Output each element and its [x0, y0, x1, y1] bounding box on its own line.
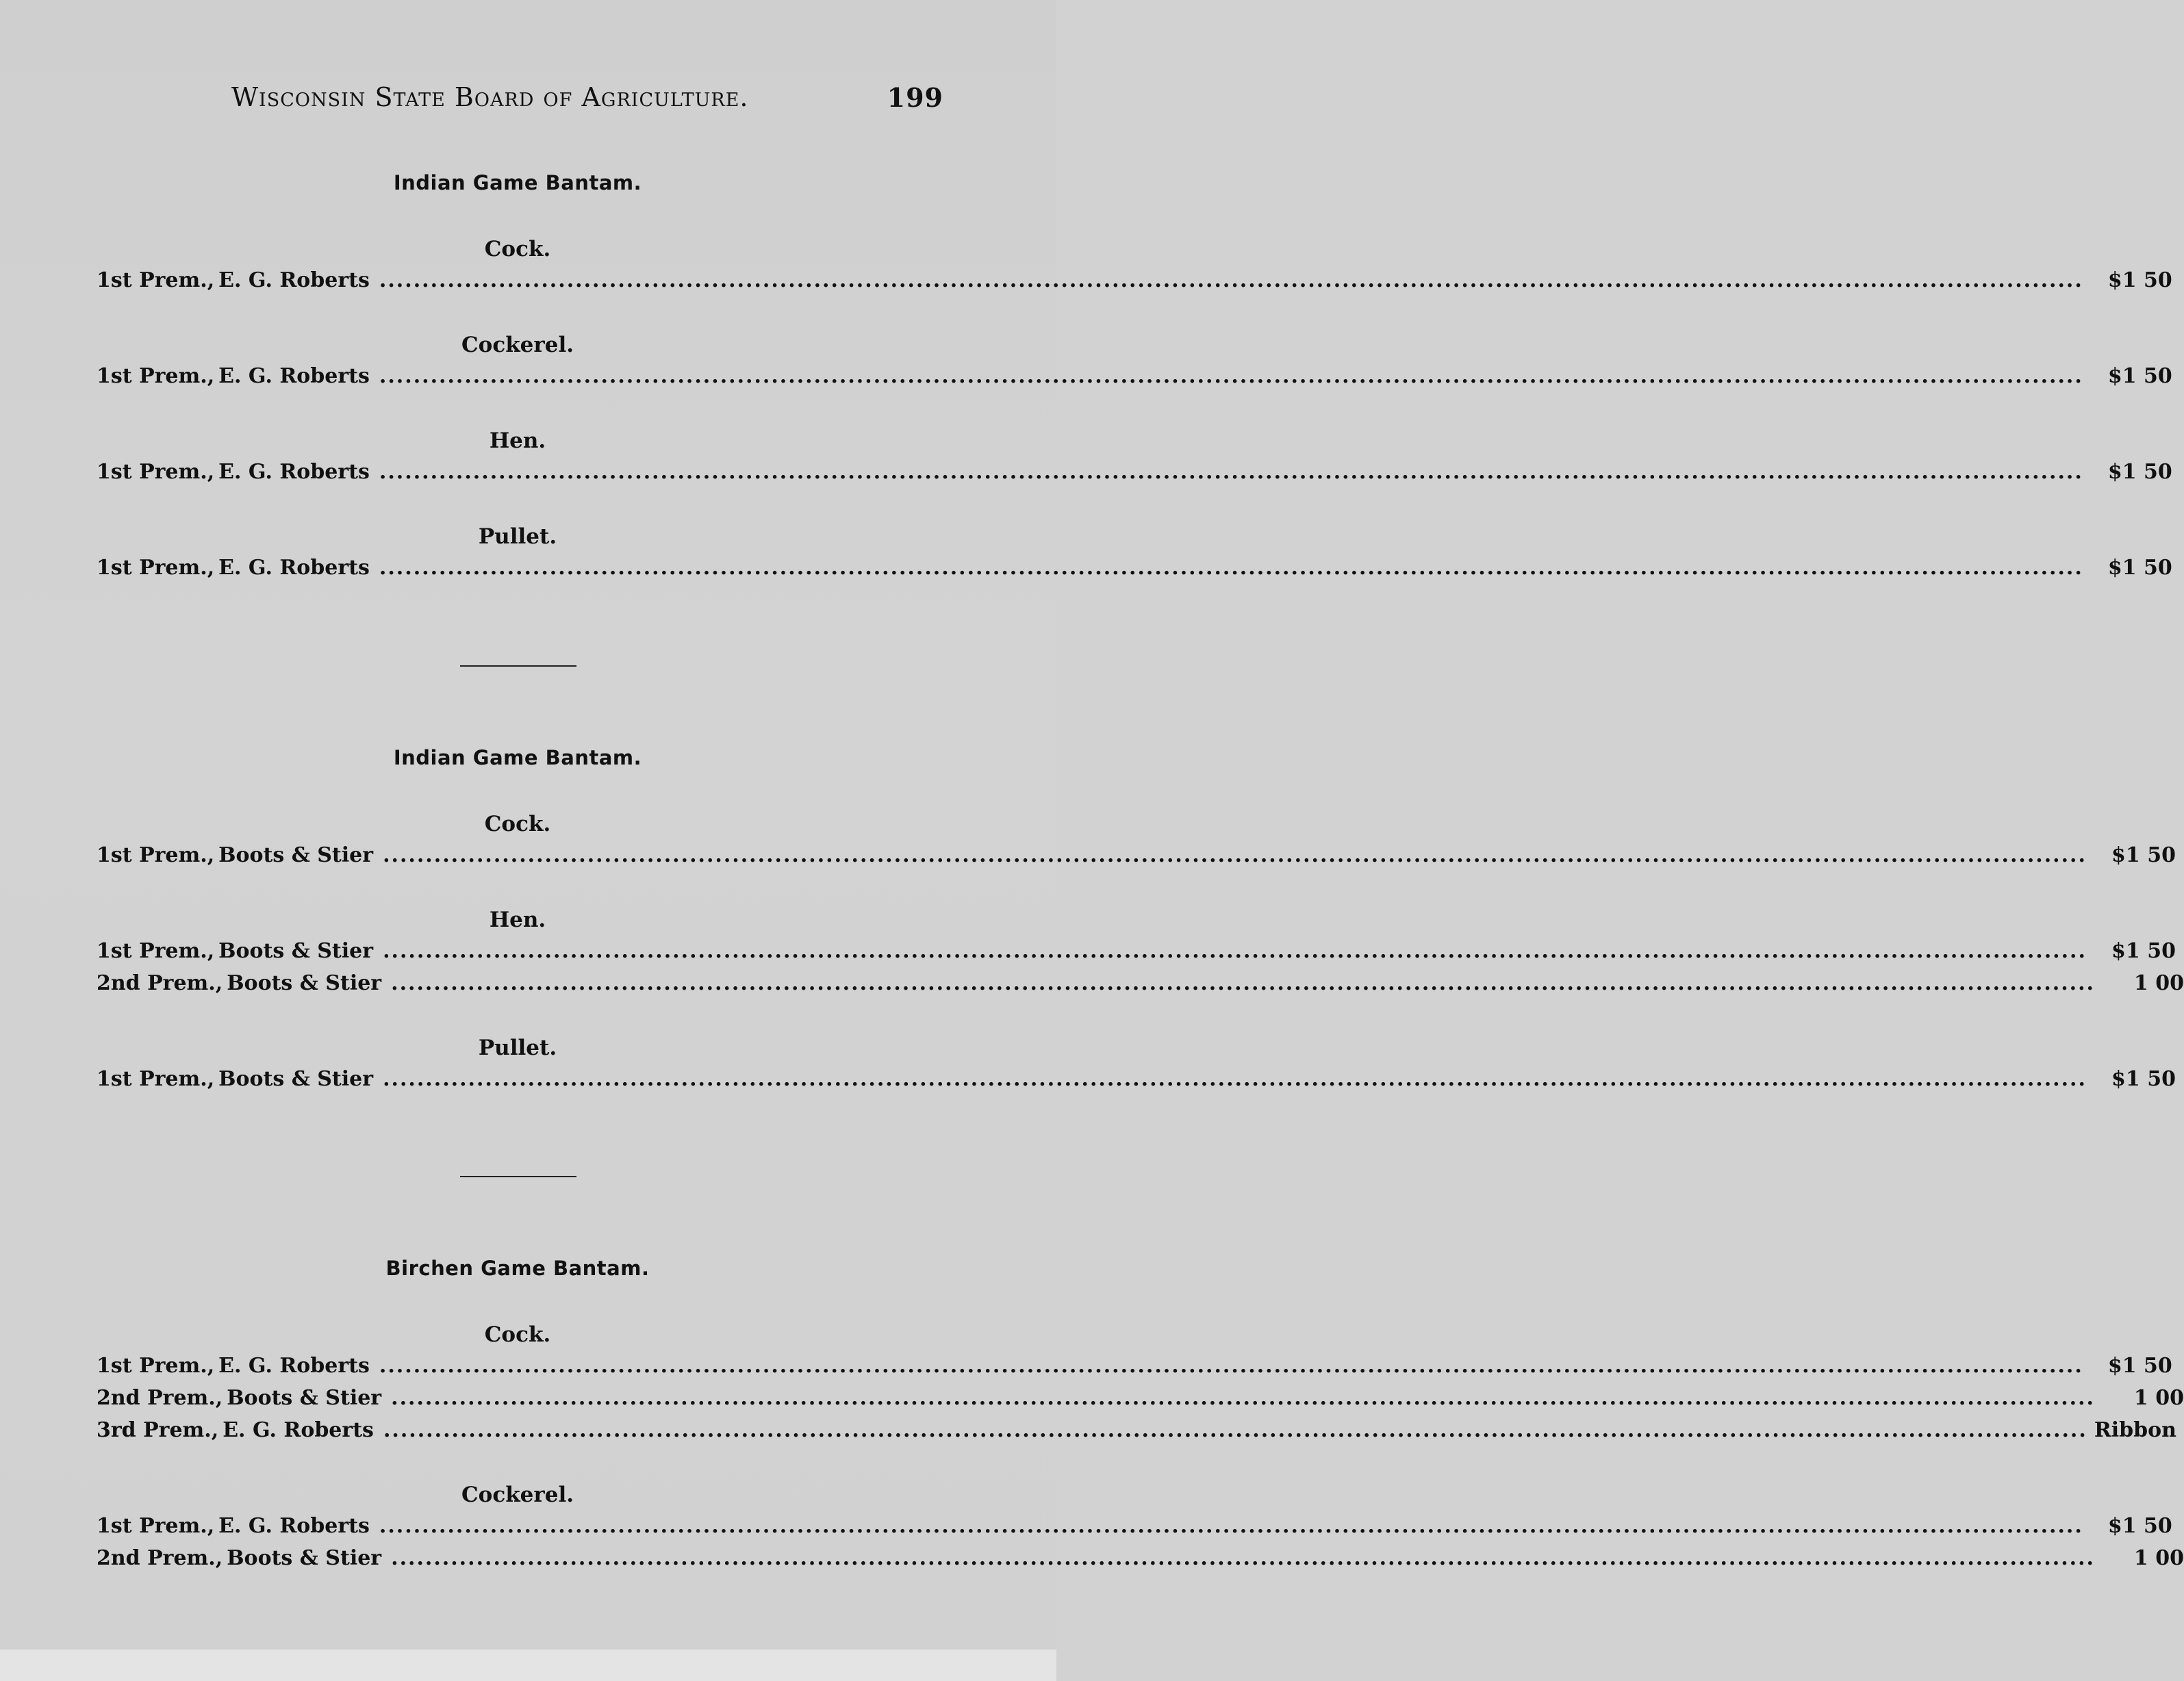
premium-amount: $1 50 [2107, 556, 2172, 580]
dot-leader: ........................................................................................................................................................................................................ [379, 268, 2083, 292]
premium-entry [97, 1067, 2176, 1094]
premium-rank: 1st Prem., [97, 1354, 215, 1378]
exhibitor-name: E. G. Roberts [218, 1514, 370, 1538]
premium-rank: 1st Prem., [97, 1514, 215, 1538]
running-header [231, 82, 943, 123]
premium-entry [97, 1354, 2172, 1381]
exhibitor-name: Boots & Stier [218, 843, 374, 867]
category-heading: Cock. [484, 1322, 551, 1347]
premium-rank: 1st Prem., [97, 556, 215, 580]
exhibitor-name: Boots & Stier [227, 971, 382, 995]
premium-amount: $1 50 [2107, 1354, 2172, 1378]
premium-amount: $1 50 [2107, 364, 2172, 388]
dot-leader: ........................................................................................................................................................................................................ [383, 1418, 2087, 1442]
premium-entry [97, 1546, 2184, 1574]
premium-rank: 2nd Prem., [97, 1386, 223, 1410]
dot-leader: ........................................................................................................................................................................................................ [379, 460, 2083, 484]
dot-leader: ........................................................................................................................................................................................................ [379, 556, 2083, 580]
premium-entry [97, 460, 2172, 487]
dot-leader: ........................................................................................................................................................................................................ [391, 1546, 2095, 1570]
premium-amount: $1 50 [2107, 460, 2172, 484]
premium-entry [97, 1514, 2172, 1541]
category-heading: Cockerel. [461, 1483, 574, 1507]
exhibitor-name: Boots & Stier [227, 1386, 382, 1410]
premium-entry [97, 268, 2172, 296]
exhibitor-name: E. G. Roberts [218, 364, 370, 388]
premium-rank: 1st Prem., [97, 364, 215, 388]
page-bottom-edge [0, 1650, 1056, 1681]
premium-rank: 1st Prem., [97, 939, 215, 963]
exhibitor-name: E. G. Roberts [218, 268, 370, 292]
premium-amount: 1 00 [2133, 1546, 2184, 1570]
premium-rank: 1st Prem., [97, 460, 215, 484]
premium-amount: $1 50 [2107, 1514, 2172, 1538]
premium-entry [97, 971, 2184, 999]
premium-rank: 1st Prem., [97, 268, 215, 292]
premium-amount: $1 50 [2111, 939, 2176, 963]
section-divider [460, 1176, 576, 1177]
premium-entry [97, 364, 2172, 392]
dot-leader: ........................................................................................................................................................................................................ [383, 843, 2087, 867]
premium-amount: $1 50 [2111, 843, 2176, 867]
dot-leader: ........................................................................................................................................................................................................ [379, 364, 2083, 388]
dot-leader: ........................................................................................................................................................................................................ [379, 1514, 2083, 1538]
exhibitor-name: E. G. Roberts [218, 556, 370, 580]
premium-amount: $1 50 [2111, 1067, 2176, 1091]
premium-amount: Ribbon [2094, 1418, 2176, 1442]
header-title: Wisconsin State Board of Agriculture. [231, 82, 749, 112]
category-heading: Pullet. [478, 524, 557, 549]
category-heading: Cock. [484, 812, 551, 836]
dot-leader: ........................................................................................................................................................................................................ [383, 939, 2087, 963]
premium-entry [97, 843, 2176, 871]
premium-rank: 1st Prem., [97, 843, 215, 867]
premium-amount: $1 50 [2107, 268, 2172, 292]
premium-entry [97, 1418, 2176, 1446]
category-heading: Hen. [489, 908, 546, 932]
exhibitor-name: E. G. Roberts [218, 460, 370, 484]
premium-amount: 1 00 [2133, 1386, 2184, 1410]
section-title: Indian Game Bantam. [393, 746, 642, 769]
section-divider [460, 665, 576, 667]
premium-rank: 3rd Prem., [97, 1418, 219, 1442]
page-number: 199 [887, 82, 943, 113]
exhibitor-name: E. G. Roberts [218, 1354, 370, 1378]
section-title: Birchen Game Bantam. [385, 1257, 650, 1280]
dot-leader: ........................................................................................................................................................................................................ [379, 1354, 2083, 1378]
premium-amount: 1 00 [2133, 971, 2184, 995]
premium-rank: 2nd Prem., [97, 971, 223, 995]
category-heading: Cockerel. [461, 333, 574, 357]
exhibitor-name: E. G. Roberts [223, 1418, 374, 1442]
premium-entry [97, 939, 2176, 966]
dot-leader: ........................................................................................................................................................................................................ [383, 1067, 2087, 1091]
dot-leader: ........................................................................................................................................................................................................ [391, 971, 2095, 995]
category-heading: Pullet. [478, 1036, 557, 1060]
section-title: Indian Game Bantam. [393, 171, 642, 194]
exhibitor-name: Boots & Stier [218, 1067, 374, 1091]
dot-leader: ........................................................................................................................................................................................................ [391, 1386, 2095, 1410]
category-heading: Hen. [489, 428, 546, 453]
premium-entry [97, 556, 2172, 583]
premium-entry [97, 1386, 2184, 1413]
premium-rank: 1st Prem., [97, 1067, 215, 1091]
exhibitor-name: Boots & Stier [227, 1546, 382, 1570]
category-heading: Cock. [484, 237, 551, 261]
exhibitor-name: Boots & Stier [218, 939, 374, 963]
premium-rank: 2nd Prem., [97, 1546, 223, 1570]
